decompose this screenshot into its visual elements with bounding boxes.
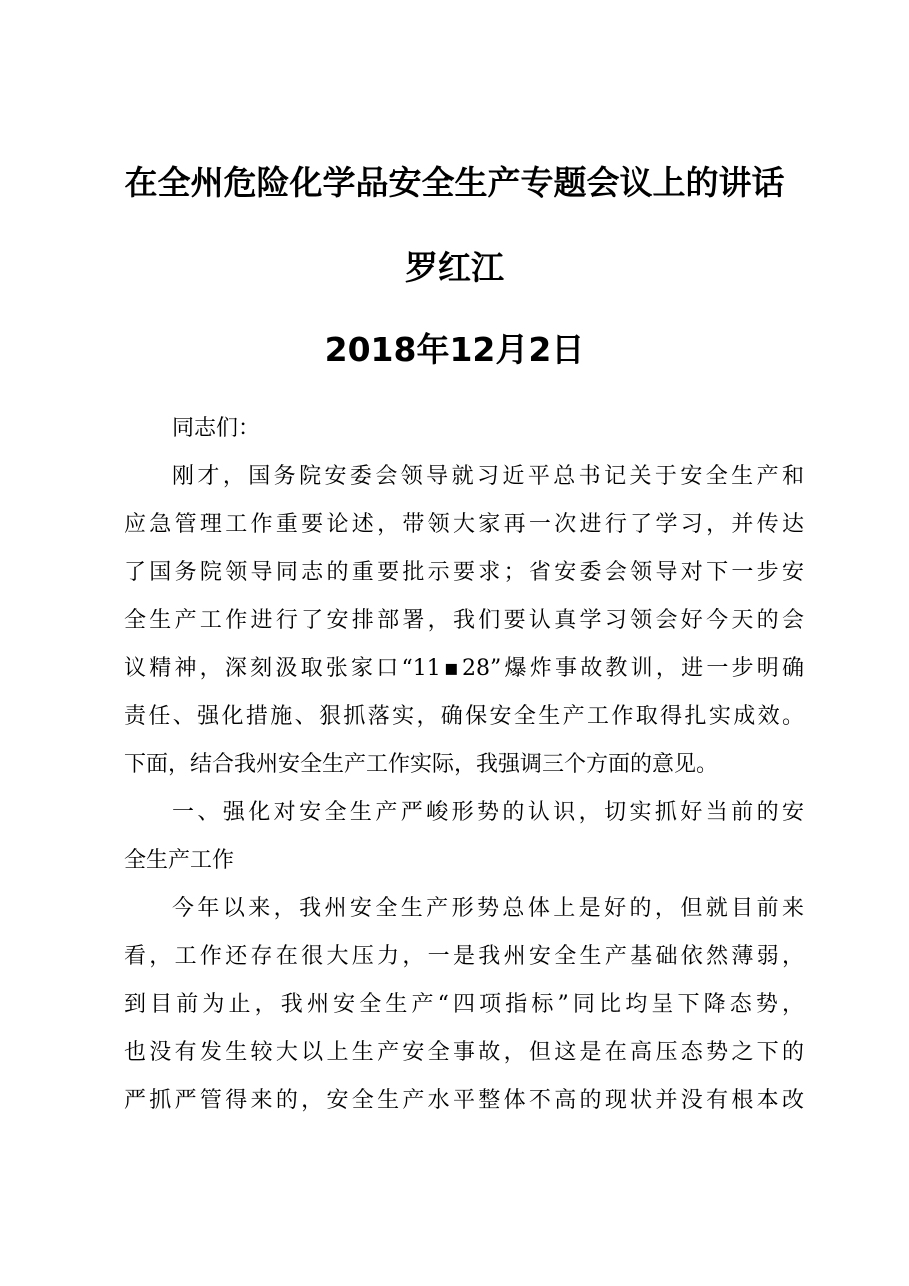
document-title: 在全州危险化学品安全生产专题会议上的讲话 bbox=[124, 163, 785, 202]
body-line: 全生产工作进行了安排部署，我们要认真学习领会好今天的会 bbox=[124, 608, 804, 633]
document-date: 2018年12月2日 bbox=[324, 330, 585, 369]
salutation: 同志们： bbox=[172, 416, 261, 441]
body-line: 责任、强化措施、狠抓落实，确保安全生产工作取得扎实成效。 bbox=[124, 704, 804, 729]
body-line: 下面，结合我州安全生产工作实际，我强调三个方面的意见。 bbox=[124, 752, 719, 777]
section-heading: 一、强化对安全生产严峻形势的认识，切实抓好当前的安 bbox=[172, 800, 804, 825]
document-author: 罗红江 bbox=[405, 248, 504, 287]
section-heading: 全生产工作 bbox=[124, 848, 235, 873]
body-line: 应急管理工作重要论述，带领大家再一次进行了学习，并传达 bbox=[124, 512, 804, 537]
body-line: 也没有发生较大以上生产安全事故，但这是在高压态势之下的 bbox=[124, 1040, 804, 1065]
body-line: 刚才，国务院安委会领导就习近平总书记关于安全生产和 bbox=[172, 464, 804, 489]
body-line: 了国务院领导同志的重要批示要求；省安委会领导对下一步安 bbox=[124, 560, 804, 585]
body-line: 严抓严管得来的，安全生产水平整体不高的现状并没有根本改 bbox=[124, 1088, 804, 1113]
body-line: 看，工作还存在很大压力，一是我州安全生产基础依然薄弱， bbox=[124, 944, 804, 969]
body-line: 今年以来，我州安全生产形势总体上是好的，但就目前来 bbox=[172, 896, 804, 921]
body-line: 到目前为止，我州安全生产“四项指标”同比均呈下降态势， bbox=[124, 992, 804, 1017]
body-line: 议精神，深刻汲取张家口“11▪28”爆炸事故教训，进一步明确 bbox=[124, 656, 804, 681]
